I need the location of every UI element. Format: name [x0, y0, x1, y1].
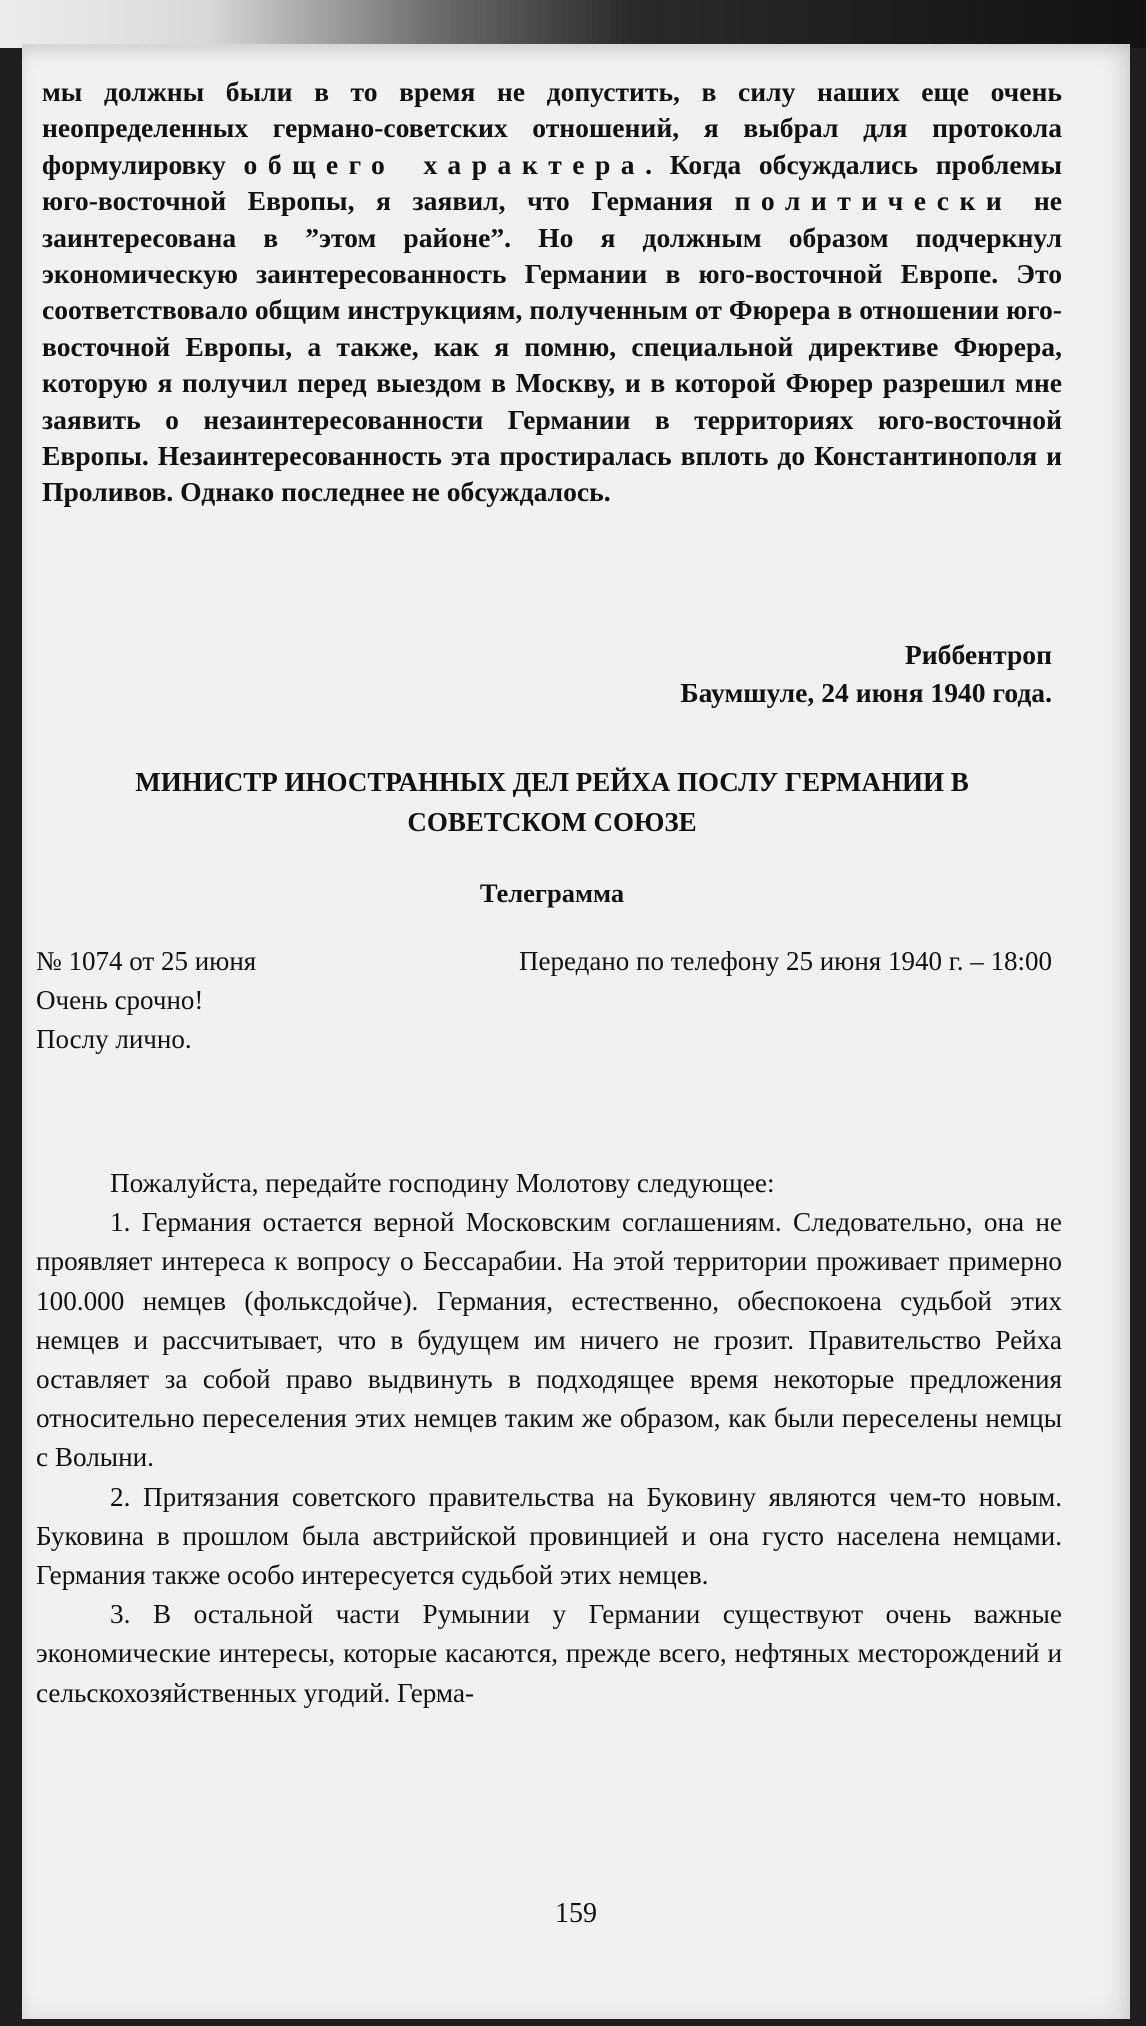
telegram-body: [36, 1164, 1062, 1713]
telegram-number: № 1074 от 25 июня: [36, 946, 257, 976]
page-number: 159: [555, 1898, 597, 1929]
signature-name: Риббентроп: [904, 639, 1052, 670]
paragraph-text-c: не заинтересована в ”этом районе”. Но я должным образом подчеркнул экономическую заинтересованность Германии в юго-восточной Европе. Это соответствовало общим инструкциям, полученным от Фюрера в отношении юго-восточной Европы, а также, как я помню, специальной директиве Фюрера, которую я получил перед выездом в Москву, и в которой Фюрер разрешил мне заявить о незаинтересованности Германии в территориях юго-восточной Европы. Незаинтересованность эта простиралась вплоть до Константинополя и Проливов. Однако последнее не обсуждалось.: [42, 185, 1062, 508]
telegram-point-3: 3. В остальной части Румынии у Германии существуют очень важные экономические интересы, которые касаются, прежде всего, нефтяных месторождений и сельскохозяйственных угодий. Герма-: [36, 1599, 1062, 1708]
telegram-urgency: Очень срочно!: [36, 985, 204, 1015]
heading-line-1: МИНИСТР ИНОСТРАННЫХ ДЕЛ РЕЙХА ПОСЛУ ГЕРМАНИИ В: [135, 767, 969, 797]
telegram-transmitted: Передано по телефону 25 июня 1940 г. – 18:00: [518, 946, 1052, 976]
telegram-point-1: 1. Германия остается верной Московским соглашениям. Следовательно, она не проявляет интереса к вопросу о Бессарабии. На этой территории проживает примерно 100.000 немцев (фольксдойче). Германия, естественно, обеспокоена судьбой этих немцев и рассчитывает, что в будущем им ничего не грозит. Правительство Рейха оставляет за собой право выдвинуть в подходящее время некоторые предложения относительно переселения этих немцев таким же образом, как были переселены немцы с Волыни.: [36, 1207, 1062, 1473]
signature-block: [680, 636, 1052, 712]
heading-line-2: СОВЕТСКОМ СОЮЗЕ: [407, 807, 697, 837]
telegram-intro: Пожалуйста, передайте господину Молотову следующее:: [110, 1168, 775, 1198]
signature-place-date: Баумшуле, 24 июня 1940 года.: [680, 677, 1052, 708]
telegram-recipient: Послу лично.: [36, 1024, 192, 1054]
paragraph-text-a: мы должны были в то время не допустить, в силу наших еще очень неопределенных германо-советских отношений, я выбрал для протокола формулировку: [42, 76, 1062, 180]
telegram-point-2: 2. Притязания советского правительства на Буковину являются чем-то новым. Буковина в прошлом была австрийской провинцией и она густо населена немцами. Германия также особо интересуется судьбой этих немцев.: [36, 1481, 1062, 1591]
document-heading: [62, 762, 1042, 842]
book-page: [22, 44, 1130, 2019]
paragraph-text-b: . Когда обсуждались проблемы юго-восточной Европы, я заявил, что Германия: [42, 148, 1062, 217]
telegram-label: Телеграмма: [479, 878, 625, 908]
scan-top-edge: [0, 0, 1146, 48]
spaced-phrase-general-character: общего характера: [243, 148, 646, 180]
spaced-word-politically: политически: [734, 185, 1013, 217]
paragraph-ribbentrop-statement: [42, 74, 1062, 511]
telegram-meta-left: [36, 942, 256, 1059]
